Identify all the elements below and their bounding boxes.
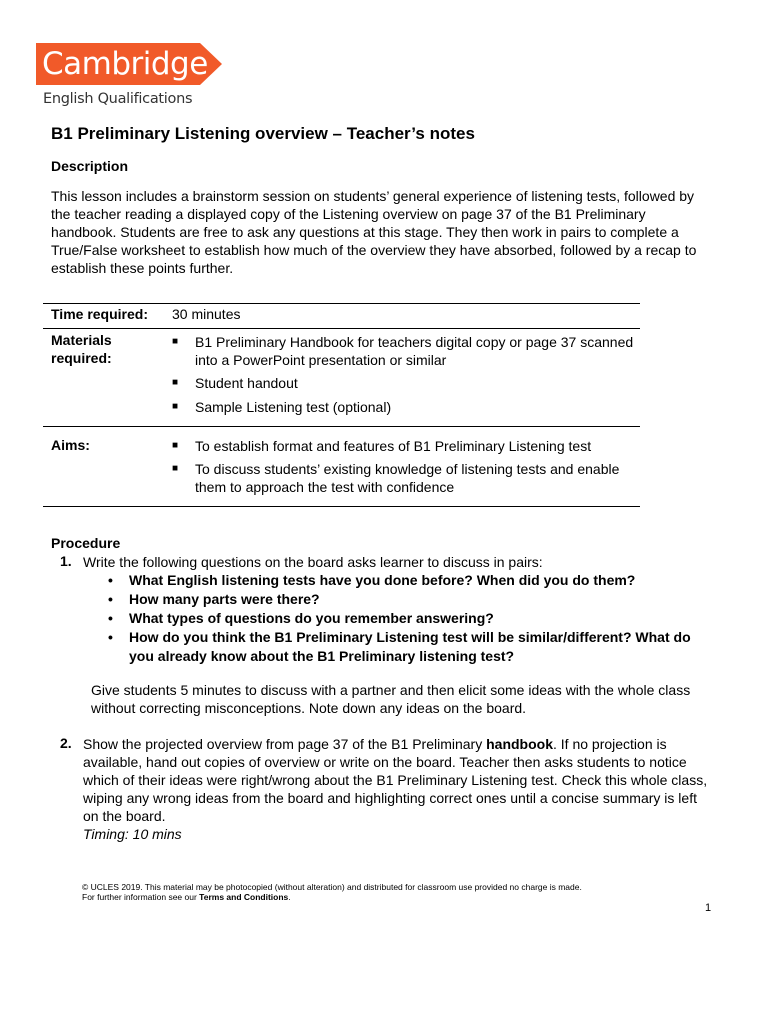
- question-item: • How do you think the B1 Preliminary Listening test will be similar/different? What do you already know about the B1 Preliminary listening test?: [108, 629, 691, 664]
- logo-wordmark: Cambridge: [42, 46, 208, 82]
- terms-link[interactable]: Terms and Conditions: [199, 892, 289, 902]
- description-heading: Description: [51, 158, 129, 174]
- question-item: • What types of questions do you remember answering?: [108, 610, 494, 626]
- footer: © UCLES 2019. This material may be photocopied (without alteration) and distributed for classroom use provided no charge is made. For further information see our Terms and Conditions.: [82, 882, 582, 902]
- table-rule: [43, 426, 640, 427]
- table-rule: [43, 303, 640, 304]
- table-rule: [43, 506, 640, 507]
- materials-item: ■ B1 Preliminary Handbook for teachers digital copy or page 37 scanned into a PowerPoint presentation or similar: [172, 334, 634, 368]
- step1-followup: Give students 5 minutes to discuss with a partner and then elicit some ideas with the whole class without correcting misconceptions. Note down any ideas on the board.: [91, 682, 691, 716]
- step-number: 2.: [60, 735, 72, 751]
- question-item: • What English listening tests have you done before? When did you do them?: [108, 572, 636, 588]
- copyright-text: © UCLES 2019. This material may be photocopied (without alteration) and distributed for classroom use provided no charge is made.: [82, 882, 582, 892]
- aims-item: ■ To establish format and features of B1 Preliminary Listening test: [172, 438, 592, 454]
- description-text: This lesson includes a brainstorm session on students’ general experience of listening tests, followed by the teacher reading a displayed copy of the Listening overview on page 37 of the B1 Preliminary handbook. Students are free to ask any questions at this stage. They then work in pairs to complete a True/False worksheet to establish how much of the overview they have absorbed, followed by a recap to establish these points further.: [51, 188, 697, 276]
- step2-text: Show the projected overview from page 37 of the B1 Preliminary handbook. If no projection is available, hand out copies of overview or write on the board. Teacher then asks students to notice which of their ideas were right/wrong about the B1 Preliminary Listening test. Check this whole class, wiping any wrong ideas from the board and highlighting correct ones until a concise summary is left on the board. Timing: 10 mins: [83, 736, 708, 842]
- time-value: 30 minutes: [172, 306, 241, 322]
- time-label: Time required:: [51, 306, 148, 322]
- materials-item: ■ Student handout: [172, 375, 298, 391]
- logo-subtitle: English Qualifications: [43, 91, 193, 107]
- procedure-heading: Procedure: [51, 535, 121, 551]
- aims-label: Aims:: [51, 437, 90, 453]
- step2-timing: Timing: 10 mins: [83, 826, 182, 842]
- aims-item: ■ To discuss students’ existing knowledge of listening tests and enable them to approach the test with confidence: [172, 461, 620, 495]
- step-number: 1.: [60, 553, 72, 569]
- table-rule: [43, 328, 640, 329]
- question-item: • How many parts were there?: [108, 591, 320, 607]
- step1-text: Write the following questions on the board asks learner to discuss in pairs:: [83, 554, 543, 570]
- materials-label: Materials required:: [51, 332, 112, 366]
- materials-item: ■ Sample Listening test (optional): [172, 399, 392, 415]
- page-number: 1: [705, 902, 712, 914]
- page-title: B1 Preliminary Listening overview – Teacher’s notes: [51, 124, 475, 143]
